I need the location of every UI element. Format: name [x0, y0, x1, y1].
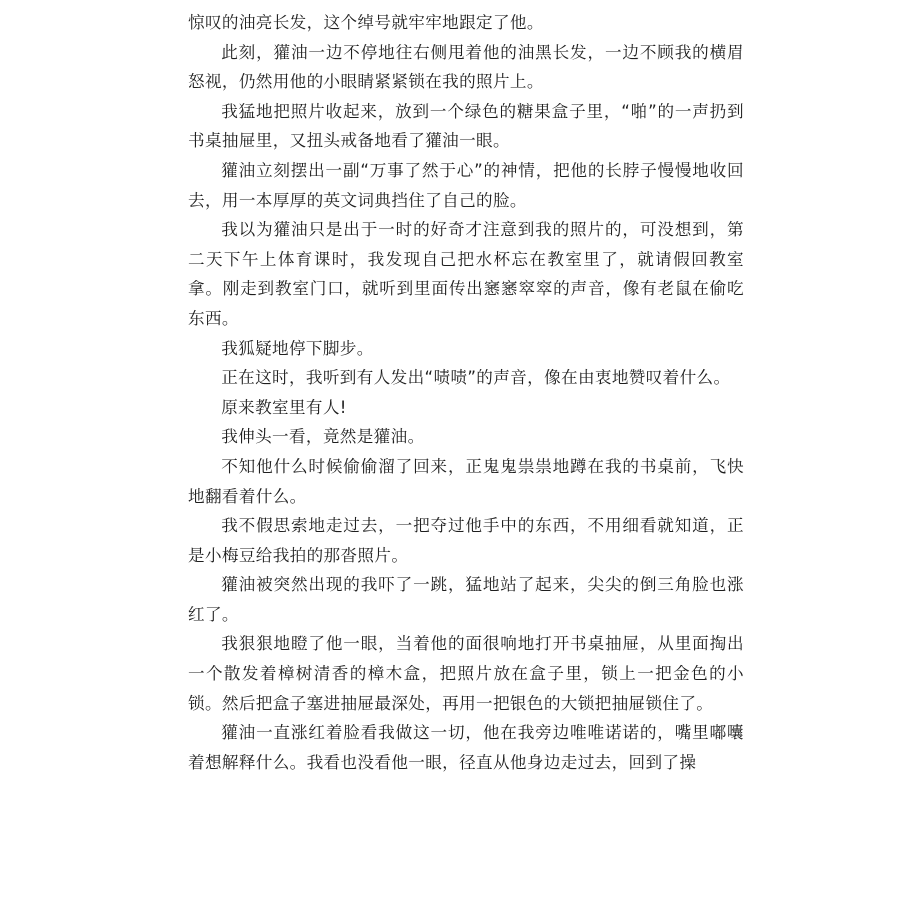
paragraph: 我不假思索地走过去，一把夺过他手中的东西，不用细看就知道，正是小梅豆给我拍的那沓照片。: [188, 516, 744, 565]
paragraph: 我狠狠地瞪了他一眼，当着他的面很响地打开书桌抽屉，从里面掏出一个散发着樟树清香的樟木盒，把照片放在盒子里，锁上一把金色的小锁。然后把盒子塞进抽屉最深处，再用一把银色的大锁把抽屉锁住了。: [188, 634, 744, 713]
paragraph-continuation: 惊叹的油亮长发，这个绰号就牢牢地跟定了他。: [188, 13, 544, 32]
paragraph: 我以为獾油只是出于一时的好奇才注意到我的照片的，可没想到，第二天下午上体育课时，我发现自己把水杯忘在教室里了，就请假回教室拿。刚走到教室门口，就听到里面传出窸窸窣窣的声音，像有老鼠在偷吃东西。: [188, 220, 744, 328]
paragraph: 此刻，獾油一边不停地往右侧甩着他的油黑长发，一边不顾我的横眉怒视，仍然用他的小眼睛紧紧锁在我的照片上。: [188, 42, 744, 92]
paragraph: 我伸头一看，竟然是獾油。: [221, 427, 425, 447]
paragraph: 我猛地把照片收起来，放到一个绿色的糖果盒子里，“啪”的一声扔到书桌抽屉里，又扭头戒备地看了獾油一眼。: [188, 101, 744, 151]
paragraph: 不知他什么时候偷偷溜了回来，正鬼鬼祟祟地蹲在我的书桌前，飞快地翻看着什么。: [188, 456, 744, 506]
paragraph: 正在这时，我听到有人发出“啧啧”的声音，像在由衷地赞叹着什么。: [221, 368, 731, 388]
paragraph: 獾油一直涨红着脸看我做这一切，他在我旁边唯唯诺诺的，嘴里嘟囔着想解释什么。我看也没看他一眼，径直从他身边走过去，回到了操: [188, 723, 744, 772]
paragraph: 獾油立刻摆出一副“万事了然于心”的神情，把他的长脖子慢慢地收回去，用一本厚厚的英文词典挡住了自己的脸。: [188, 160, 744, 210]
body-text: [188, 8, 744, 777]
paragraph: 我狐疑地停下脚步。: [221, 338, 374, 358]
paragraph: 原来教室里有人!: [221, 397, 347, 417]
paragraph: 獾油被突然出现的我吓了一跳，猛地站了起来，尖尖的倒三角脸也涨红了。: [188, 575, 744, 624]
